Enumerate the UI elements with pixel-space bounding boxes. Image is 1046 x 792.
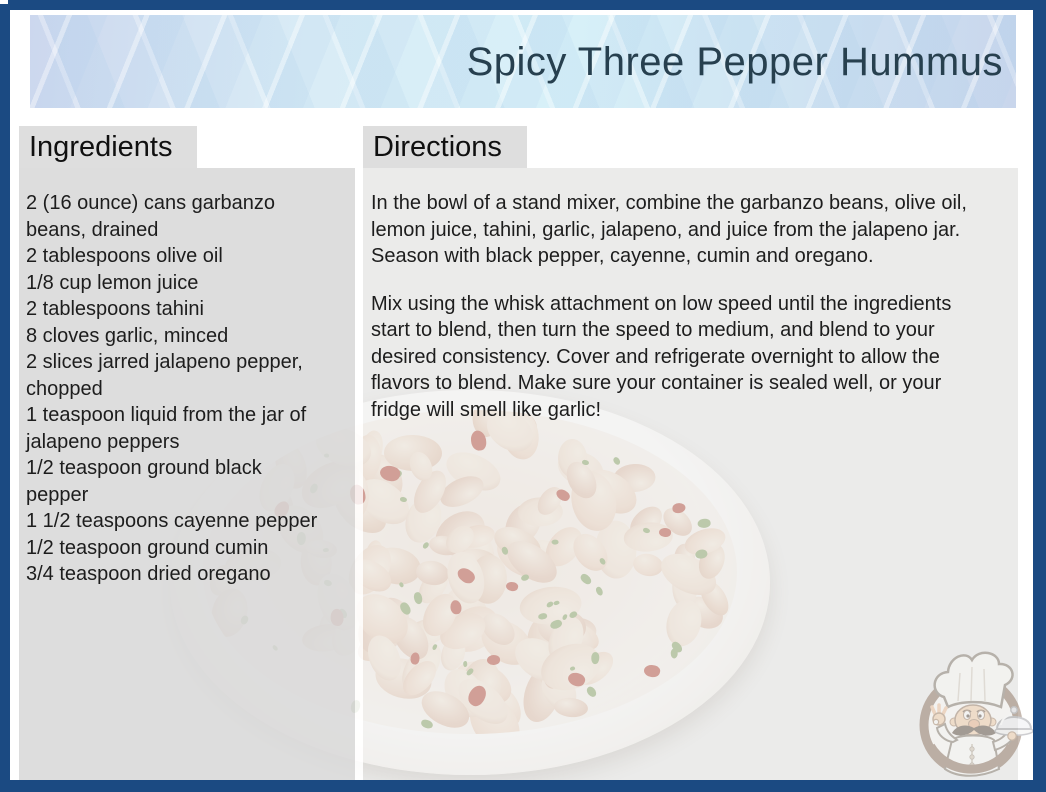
ingredient-item: 1 1/2 teaspoons cayenne pepper — [26, 510, 318, 532]
corner-notch — [0, 0, 8, 4]
ingredients-panel — [19, 168, 355, 780]
chef-logo-icon — [908, 645, 1034, 781]
ingredient-item: 8 cloves garlic, minced — [26, 324, 229, 347]
directions-heading: Directions — [363, 126, 527, 168]
title-banner — [30, 15, 1016, 108]
ingredient-item: 2 (16 ounce) cans garbanzo beans, drained — [26, 192, 276, 241]
ingredient-item: 3/4 teaspoon dried oregano — [26, 563, 271, 585]
ingredient-item: 1 teaspoon liquid from the jar of jalapeno peppers — [26, 404, 307, 453]
ingredient-item: 2 tablespoons tahini — [26, 298, 204, 320]
ingredient-item: 1/2 teaspoon ground cumin — [26, 536, 269, 559]
ingredients-list — [26, 190, 355, 588]
directions-paragraph: Mix using the whisk attachment on low speed until the ingredients start to blend, then turn the speed to medium, and blend to your desired consistency. Cover and refrigerate overnight to allow the flavors to blend. Make sure your container is sealed well, or your fridge will smell like garlic! — [371, 292, 952, 421]
recipe-title: Spicy Three Pepper Hummus — [466, 40, 1003, 84]
ingredient-item: 1/2 teaspoon ground black pepper — [26, 457, 262, 506]
directions-text — [363, 168, 1018, 444]
ingredients-heading: Ingredients — [19, 126, 197, 168]
ingredient-item: 2 slices jarred jalapeno pepper, chopped — [26, 351, 303, 400]
ingredient-item: 2 tablespoons olive oil — [26, 245, 223, 267]
column-gap — [355, 168, 363, 780]
ingredient-item: 1/8 cup lemon juice — [26, 271, 199, 294]
directions-paragraph: In the bowl of a stand mixer, combine the garbanzo beans, olive oil, lemon juice, tahini, garlic, jalapeno, and juice from the jalapeno jar. Season with black pepper, cayenne, cumin and oregano. — [371, 192, 967, 267]
